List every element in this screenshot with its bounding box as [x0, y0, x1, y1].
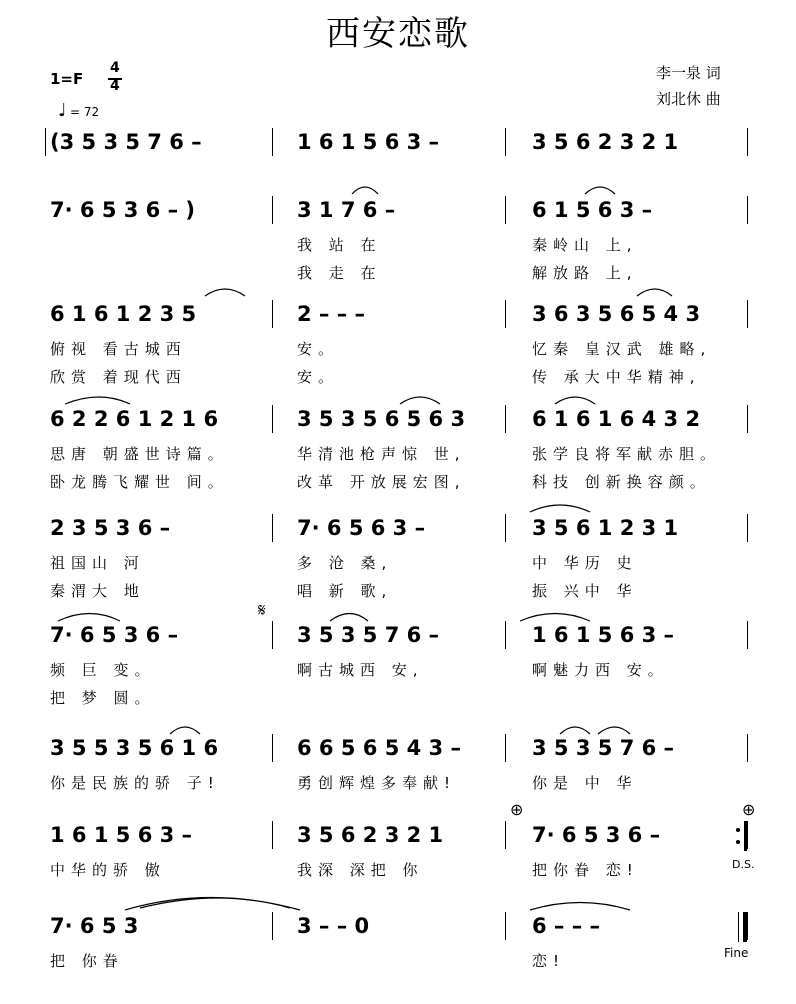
measure-notes: 1 6 1 5 6 3 –: [532, 623, 675, 647]
lyric-line-2: 秦渭大 地: [50, 582, 145, 600]
slur: [65, 397, 130, 404]
lyric-line-1: 俯视 看古城西: [50, 340, 187, 358]
slur: [330, 614, 368, 622]
lyric-line-2: 解放路 上,: [532, 264, 638, 282]
measure-notes: 3 5 3 5 7 6 –: [297, 623, 440, 647]
lyric-line-1: 啊魅力西 安。: [532, 661, 669, 679]
measure-notes: 3 5 5 3 5 6 1 6: [50, 736, 219, 760]
measure-notes: 6 1 5 6 3 –: [532, 198, 653, 222]
measure-notes: 7· 6 5 6 3 –: [297, 516, 426, 540]
lyric-line-2: 卧龙腾飞耀世 间。: [50, 473, 229, 491]
slur: [555, 397, 595, 404]
measure-notes: 7· 6 5 3 6 – ): [50, 198, 196, 222]
time-signature-top: 4: [110, 60, 120, 76]
lyric-line-2: 科技 创新换容颜。: [532, 473, 711, 491]
lyric-line-1: 秦岭山 上,: [532, 236, 638, 254]
slur: [352, 187, 378, 194]
slur: [560, 727, 590, 734]
lyric-line-2: 安。: [297, 368, 340, 386]
lyric-line-1: 恋!: [532, 952, 566, 970]
lyric-line-2: 把 梦 圆。: [50, 689, 156, 707]
slur: [170, 727, 200, 734]
measure-notes: 7· 6 5 3 6 –: [532, 823, 661, 847]
lyric-line-1: 频 巨 变。: [50, 661, 156, 679]
measure-notes: 3 5 6 1 2 3 1: [532, 516, 679, 540]
slur: [530, 505, 590, 512]
measure-notes: 2 – – –: [297, 302, 366, 326]
slur: [585, 187, 615, 194]
lyric-line-1: 思唐 朝盛世诗篇。: [50, 445, 229, 463]
measure-notes: 3 5 6 2 3 2 1: [532, 130, 679, 154]
measure-notes: (3 5 3 5 7 6 –: [50, 130, 202, 154]
slur: [400, 397, 440, 404]
measure-notes: 1 6 1 5 6 3 –: [297, 130, 440, 154]
coda-icon: ⊕: [510, 800, 524, 819]
ds-marking: D.S.: [732, 858, 755, 871]
measure-notes: 7· 6 5 3 6 –: [50, 623, 179, 647]
time-signature-bottom: 4: [110, 78, 120, 94]
measure-notes: 3 1 7 6 –: [297, 198, 396, 222]
lyric-line-2: 我 走 在: [297, 264, 382, 282]
slur: [520, 614, 590, 622]
lyric-line-1: 把 你眷: [50, 952, 124, 970]
lyric-line-1: 啊古城西 安,: [297, 661, 424, 679]
lyric-line-1: 你是 中 华: [532, 774, 638, 792]
measure-notes: 6 6 5 6 5 4 3 –: [297, 736, 461, 760]
measure-notes: 6 1 6 1 2 3 5: [50, 302, 197, 326]
measure-notes: 2 3 5 3 6 –: [50, 516, 171, 540]
lyric-line-1: 多 沧 桑,: [297, 554, 393, 572]
lyric-line-2: 改革 开放展宏图,: [297, 473, 466, 491]
lyric-line-2: 欣赏 着现代西: [50, 368, 187, 386]
lyric-line-1: 忆秦 皇汉武 雄略,: [532, 340, 712, 358]
measure-notes: 1 6 1 5 6 3 –: [50, 823, 193, 847]
measure-notes: 3 6 3 5 6 5 4 3: [532, 302, 701, 326]
measure-notes: 6 2 2 6 1 2 1 6: [50, 407, 219, 431]
slur: [598, 727, 630, 734]
lyric-line-1: 安。: [297, 340, 340, 358]
lyric-line-2: 传 承大中华精神,: [532, 368, 701, 386]
lyric-line-1: 中 华历 史: [532, 554, 638, 572]
slur: [637, 289, 672, 296]
tempo-marking: = 72: [70, 105, 100, 119]
lyric-line-1: 祖国山 河: [50, 554, 145, 572]
lyric-line-2: 唱 新 歌,: [297, 582, 393, 600]
slur: [140, 898, 290, 908]
measure-notes: 3 – – 0: [297, 914, 370, 938]
lyric-line-1: 张学良将军献赤胆。: [532, 445, 722, 463]
measure-notes: 6 – – –: [532, 914, 601, 938]
quarter-note-icon: ♩: [58, 100, 67, 121]
slur: [205, 289, 245, 296]
lyric-line-1: 把你眷 恋!: [532, 861, 639, 879]
slur: [58, 614, 120, 622]
segno-icon: 𝄋: [258, 600, 266, 621]
measure-notes: 6 1 6 1 6 4 3 2: [532, 407, 701, 431]
composer-credit: 刘北休 曲: [656, 90, 721, 108]
lyric-line-1: 勇创辉煌多奉献!: [297, 774, 457, 792]
lyric-line-1: 我深 深把 你: [297, 861, 424, 879]
measure-notes: 7· 6 5 3: [50, 914, 139, 938]
lyric-line-1: 华清池枪声惊 世,: [297, 445, 466, 463]
slur: [530, 903, 630, 911]
lyric-line-2: 振 兴中 华: [532, 582, 638, 600]
lyricist-credit: 李一泉 词: [656, 64, 721, 82]
coda-icon: ⊕: [742, 800, 756, 819]
lyric-line-1: 中华的骄 傲: [50, 861, 166, 879]
lyric-line-1: 我 站 在: [297, 236, 382, 254]
fine-marking: Fine: [724, 946, 749, 960]
lyric-line-1: 你是民族的骄 子!: [50, 774, 220, 792]
key-signature: 1=F: [50, 70, 84, 88]
measure-notes: 3 5 6 2 3 2 1: [297, 823, 444, 847]
measure-notes: 3 5 3 5 6 5 6 3: [297, 407, 466, 431]
song-title: 西安恋歌: [326, 14, 470, 54]
measure-notes: 3 5 3 5 7 6 –: [532, 736, 675, 760]
